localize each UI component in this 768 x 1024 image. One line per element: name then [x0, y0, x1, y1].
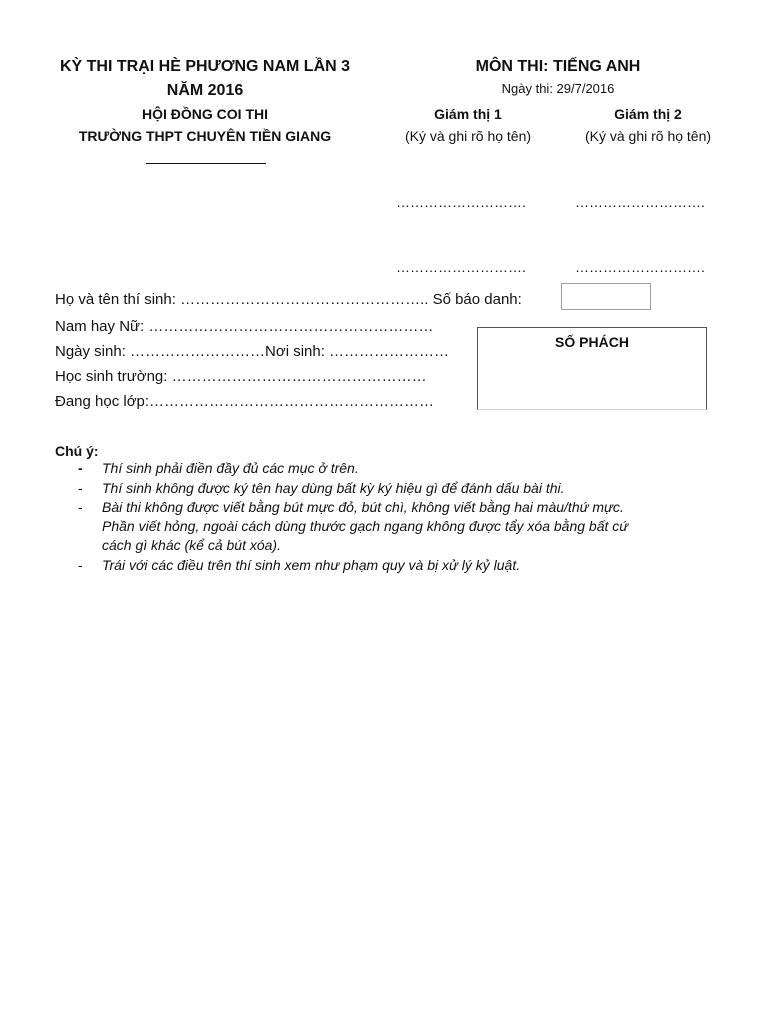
contest-year: NĂM 2016 — [166, 82, 244, 99]
note-item-3-line-3: cách gì khác (kể cả bút xóa). — [102, 537, 281, 553]
note-bullet-2: - — [78, 480, 83, 496]
proctor2-hint: (Ký và ghi rõ họ tên) — [584, 128, 712, 144]
note-item-1: Thí sinh phải điền đầy đủ các mục ở trên. — [102, 460, 359, 476]
proctor1-hint: (Ký và ghi rõ họ tên) — [404, 128, 532, 144]
note-bullet-1: - — [78, 460, 83, 476]
note-bullet-3: - — [78, 499, 83, 515]
contest-title: KỲ THI TRẠI HÈ PHƯƠNG NAM LẦN 3 — [59, 58, 351, 75]
exam-date: Ngày thi: 29/7/2016 — [501, 81, 615, 96]
school-row[interactable]: Học sinh trường: …………………………………………… — [55, 368, 427, 385]
school-name: TRƯỜNG THPT CHUYÊN TIỀN GIANG — [78, 128, 332, 144]
candidate-name-row[interactable]: Họ và tên thí sinh: ………………………………………….. Số báo danh: — [55, 291, 522, 308]
so-phach-label: SỐ PHÁCH — [555, 334, 629, 350]
candidate-number-box[interactable] — [561, 283, 651, 310]
class-row[interactable]: Đang học lớp:………………………………………………… — [55, 393, 435, 410]
note-item-3-line-2: Phần viết hỏng, ngoài cách dùng thước gạch ngang không được tẩy xóa bằng bất cứ — [102, 518, 629, 534]
note-item-2: Thí sinh không được ký tên hay dùng bất kỳ ký hiệu gì để đánh dấu bài thi. — [102, 480, 565, 496]
proctor2-title: Giám thị 2 — [614, 106, 682, 122]
proctor2-signature-line-2[interactable]: ………………………. — [575, 259, 705, 275]
council-label: HỘI ĐỒNG COI THI — [142, 106, 268, 122]
birth-row[interactable]: Ngày sinh: ………………………Nơi sinh: …………………… — [55, 343, 450, 360]
header-divider — [146, 163, 266, 164]
subject-title: MÔN THI: TIẾNG ANH — [475, 58, 641, 75]
proctor1-signature-line-2[interactable]: ………………………. — [396, 259, 526, 275]
note-item-3-line-1: Bài thi không được viết bằng bút mực đỏ, bút chì, không viết bằng hai màu/thứ mực. — [102, 499, 624, 515]
notes-title: Chú ý: — [55, 443, 99, 459]
so-phach-box — [477, 327, 707, 410]
proctor2-signature-line-1[interactable]: ………………………. — [575, 194, 705, 210]
gender-row[interactable]: Nam hay Nữ: ………………………………………………… — [55, 318, 434, 335]
note-bullet-4: - — [78, 557, 83, 573]
proctor1-signature-line-1[interactable]: ………………………. — [396, 194, 526, 210]
proctor1-title: Giám thị 1 — [434, 106, 502, 122]
note-item-4: Trái với các điều trên thí sinh xem như phạm quy và bị xử lý kỷ luật. — [102, 557, 521, 573]
